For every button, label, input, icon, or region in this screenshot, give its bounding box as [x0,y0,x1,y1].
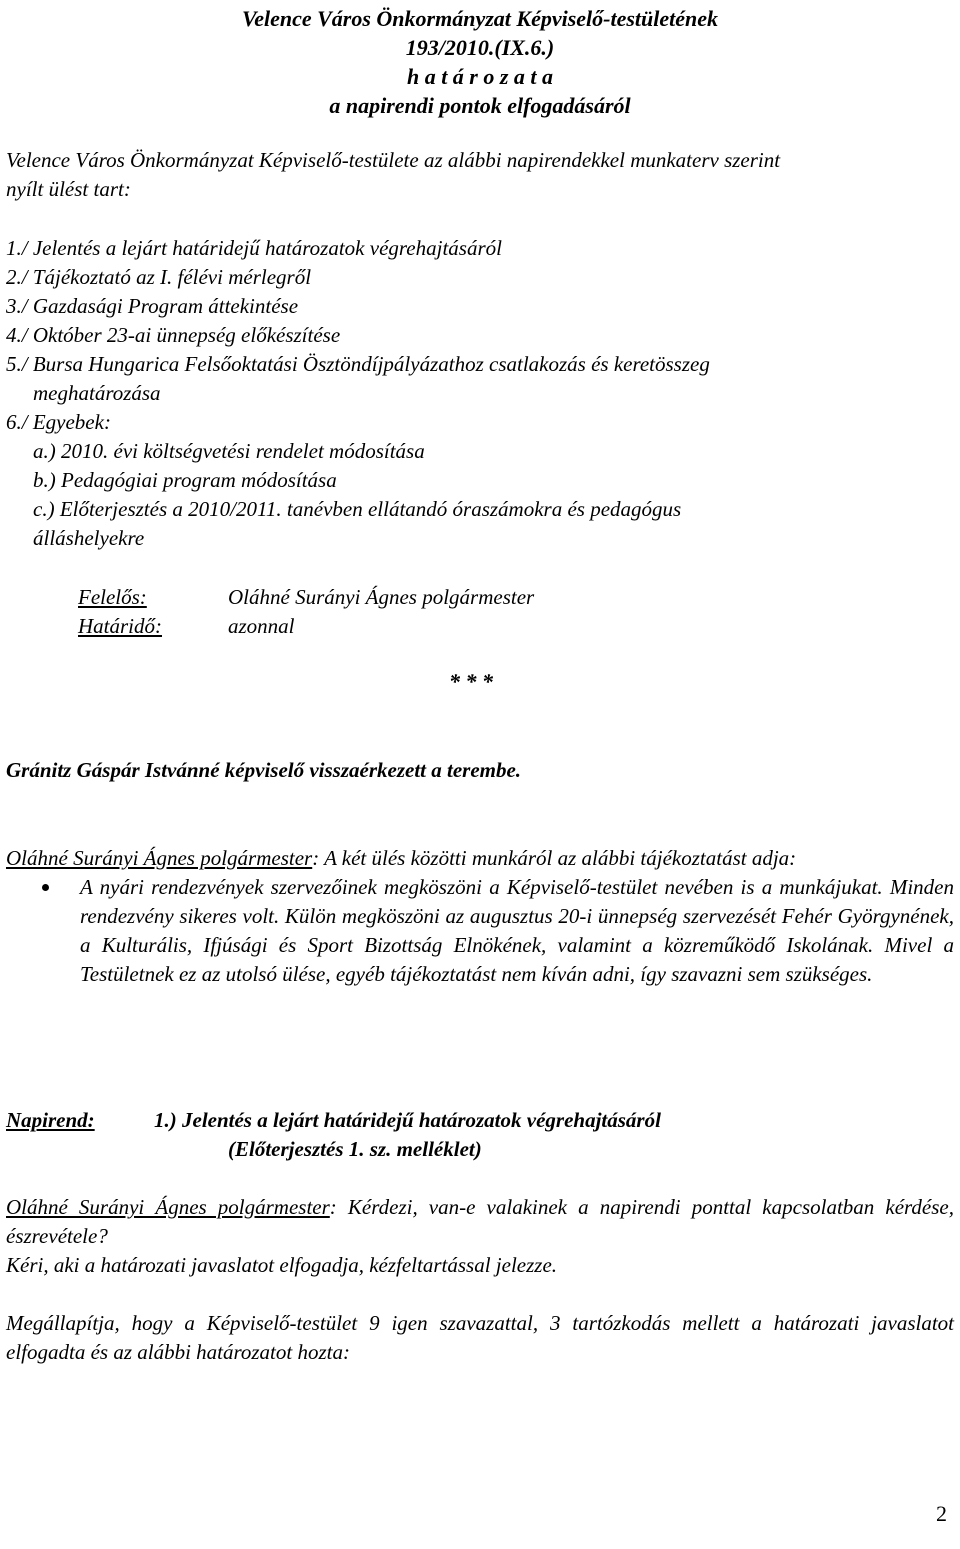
page-number: 2 [936,1501,947,1526]
felelos-label: Felelős: [78,585,147,609]
discussion-question [6,1193,954,1251]
agenda-item-1: 1./ Jelentés a lejárt határidejű határozatok végrehajtásáról [6,236,502,260]
vote-request: Kéri, aki a határozati javaslatot elfogadja, kézfeltartással jelezze. [6,1253,558,1277]
agenda-item-6: 6./ Egyebek: [6,410,111,434]
bullet-marker [42,884,49,891]
resolution-word: h a t á r o z a t a [406,64,554,89]
report-intro [6,844,796,873]
napirend-subtitle: (Előterjesztés 1. sz. melléklet) [228,1137,482,1161]
agenda-item-5-continued: meghatározása [33,381,161,405]
napirend-label: Napirend: [6,1108,95,1132]
agenda-item-2: 2./ Tájékoztató az I. félévi mérlegről [6,265,312,289]
resolution-number: 193/2010.(IX.6.) [405,35,555,60]
felelos-value: Oláhné Surányi Ágnes polgármester [228,585,535,609]
report-intro-text: : A két ülés közötti munkáról az alábbi tájékoztatást adja: [312,846,797,870]
resolution-title-line1: Velence Város Önkormányzat Képviselő-testületének [241,6,719,31]
agenda-subitem-c: c.) Előterjesztés a 2010/2011. tanévben ellátandó óraszámokra és pedagógus [33,497,682,521]
agenda-subitem-a: a.) 2010. évi költségvetési rendelet módosítása [33,439,425,463]
agenda-item-3: 3./ Gazdasági Program áttekintése [6,294,299,318]
hatarido-value: azonnal [228,614,295,638]
section-separator: * * * [449,669,493,694]
agenda-subitem-c-continued: álláshelyekre [33,526,145,550]
discussion-speaker: Oláhné Surányi Ágnes polgármester [6,1195,330,1219]
napirend-title: 1.) Jelentés a lejárt határidejű határozatok végrehajtásáról [154,1108,661,1132]
agenda-item-5: 5./ Bursa Hungarica Felsőoktatási Ösztöndíjpályázathoz csatlakozás és keretösszeg [6,352,710,376]
return-note: Gránitz Gáspár Istvánné képviselő visszaérkezett a terembe. [6,758,522,782]
hatarido-label: Határidő: [78,614,162,638]
report-speaker: Oláhné Surányi Ágnes polgármester [6,846,313,870]
report-bullet-text: A nyári rendezvények szervezőinek megköszöni a Képviselő-testület nevében is a munkájukat. Minden rendezvény sikeres volt. Külön megköszöni az augusztus 20-i ünnepség szervezését Fehér Györgynének, a Kulturális, Ifjúsági és Sport Bizottság Elnökének, valamint a közreműködő Iskolának. Mivel a Testületnek ez az utolsó ülése, egyéb tájékoztatást nem kíván adni, így szavazni sem szükséges. [80,875,954,986]
intro-line1: Velence Város Önkormányzat Képviselő-testülete az alábbi napirendekkel munkaterv szerint [6,148,781,172]
discussion-question-text: : Kérdezi, van-e valakinek a napirendi ponttal kapcsolatban kérdése, észrevétele? [6,1195,954,1248]
agenda-subitem-b: b.) Pedagógiai program módosítása [33,468,337,492]
intro-line2: nyílt ülést tart: [6,177,131,201]
agenda-item-4: 4./ Október 23-ai ünnepség előkészítése [6,323,341,347]
resolution-subject: a napirendi pontok elfogadásáról [329,93,631,118]
vote-result: Megállapítja, hogy a Képviselő-testület 9 igen szavazattal, 3 tartózkodás mellett a határozati javaslatot elfogadta és az alábbi határozatot hozta: [6,1311,954,1364]
